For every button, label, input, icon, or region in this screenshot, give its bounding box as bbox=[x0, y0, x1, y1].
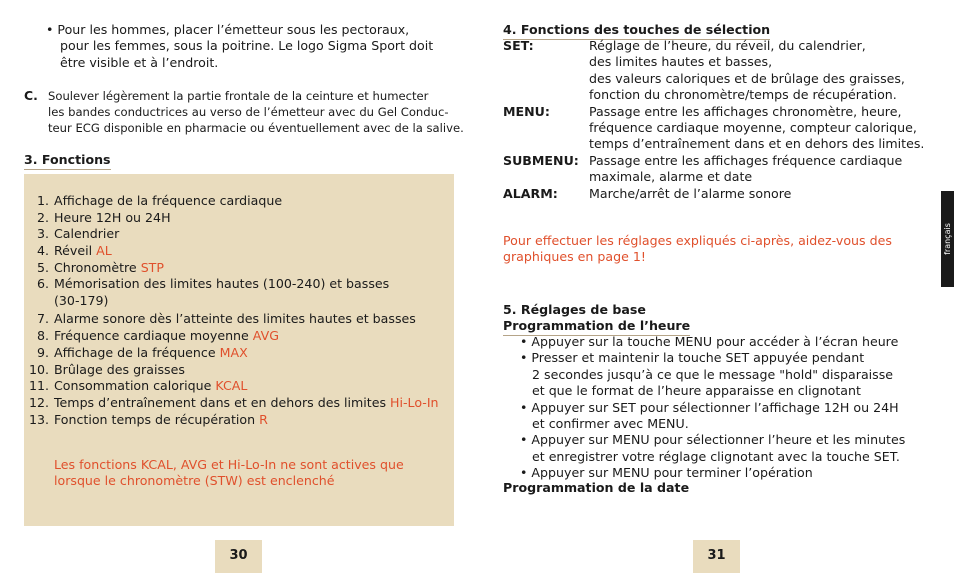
key-label: ALARM: bbox=[503, 185, 558, 201]
basic-settings-heading: 5. Réglages de base bbox=[503, 302, 646, 317]
function-item: 1. Affichage de la fréquence cardiaque bbox=[36, 193, 283, 208]
keys-table bbox=[503, 38, 933, 202]
function-code: KCAL bbox=[215, 378, 248, 394]
function-item: 5. Chronomètre STP bbox=[36, 259, 164, 275]
function-item: 11. Consommation calorique KCAL bbox=[28, 378, 248, 394]
function-item: 10. Brûlage des graisses bbox=[28, 361, 185, 377]
section-c bbox=[24, 88, 464, 137]
function-item: 6. Mémorisation des limites hautes (100-240) et basses (30-179) bbox=[36, 276, 390, 308]
function-item: 7. Alarme sonore dès l’atteinte des limites hautes et basses bbox=[36, 311, 416, 327]
key-description: Marche/arrêt de l’alarme sonore bbox=[589, 185, 792, 201]
date-programming-heading: Programmation de la date bbox=[503, 480, 690, 495]
time-steps-list bbox=[520, 334, 930, 482]
function-item: 12. Temps d’entraînement dans et en dehors des limites Hi-Lo-In bbox=[28, 394, 439, 410]
key-row-submenu bbox=[503, 153, 933, 186]
functions-heading: 3. Fonctions bbox=[24, 152, 111, 170]
function-code: Hi-Lo-In bbox=[390, 394, 439, 410]
function-item: 2. Heure 12H ou 24H bbox=[36, 209, 171, 225]
graphics-note: Pour effectuer les réglages expliqués ci-après, aidez-vous des graphiques en page 1! bbox=[503, 233, 892, 265]
time-step: • Presser et maintenir la touche SET appuyée pendant 2 secondes jusqu’à ce que le message "hold" disparaisse et que le format de l’heure apparaisse en clignotant bbox=[520, 350, 894, 399]
function-item: 13. Fonction temps de récupération R bbox=[28, 411, 268, 427]
keys-heading: 4. Fonctions des touches de sélection bbox=[503, 22, 770, 40]
function-code: STP bbox=[140, 259, 164, 275]
key-description: Passage entre les affichages fréquence cardiaque maximale, alarme et date bbox=[589, 152, 903, 185]
key-label: SET: bbox=[503, 38, 534, 53]
time-step: • Appuyer sur SET pour sélectionner l’affichage 12H ou 24H et confirmer avec MENU. bbox=[520, 399, 899, 432]
function-item: 9. Affichage de la fréquence MAX bbox=[36, 344, 248, 360]
key-label: MENU: bbox=[503, 103, 550, 119]
functions-note: Les fonctions KCAL, AVG et Hi-Lo-In ne sont actives que lorsque le chronomètre (STW) est enclenché bbox=[54, 457, 404, 489]
function-item: 8. Fréquence cardiaque moyenne AVG bbox=[36, 328, 279, 344]
page-number-right: 31 bbox=[693, 540, 740, 573]
time-step: • Appuyer sur MENU pour terminer l’opération bbox=[520, 465, 813, 481]
functions-box bbox=[24, 174, 454, 526]
functions-list bbox=[24, 193, 454, 428]
function-code: AVG bbox=[252, 328, 279, 344]
function-item: 3. Calendrier bbox=[36, 226, 120, 242]
section-c-body: Soulever légèrement la partie frontale de la ceinture et humecter les bandes conductrices au verso de l’émetteur avec du Gel Conduc- teur ECG disponible en pharmacie ou éventuellement avec de la salive. bbox=[48, 89, 464, 136]
key-row-set bbox=[503, 38, 933, 104]
language-tab bbox=[941, 191, 954, 287]
key-description: Réglage de l’heure, du réveil, du calendrier, des limites hautes et basses, des valeurs caloriques et de brûlage des graisses, fonction du chronomètre/temps de récupération. bbox=[589, 38, 905, 103]
key-row-alarm bbox=[503, 186, 933, 202]
key-description: Passage entre les affichages chronomètre, heure, fréquence cardiaque moyenne, compteur calorique, temps d’entraînement dans et en dehors des limites. bbox=[589, 103, 925, 152]
key-row-menu bbox=[503, 104, 933, 153]
bullet-text: • Pour les hommes, placer l’émetteur sous les pectoraux, pour les femmes, sous la poitrine. Le logo Sigma Sport doit être visible et à l’endroit. bbox=[46, 22, 434, 70]
emitter-placement-bullet bbox=[46, 22, 466, 71]
function-code: AL bbox=[96, 243, 112, 259]
key-label: SUBMENU: bbox=[503, 152, 579, 168]
time-programming-heading: Programmation de l’heure bbox=[503, 318, 690, 336]
page-number-left: 30 bbox=[215, 540, 262, 573]
function-code: R bbox=[259, 411, 268, 427]
function-item: 4. Réveil AL bbox=[36, 243, 112, 259]
function-code: MAX bbox=[219, 344, 248, 360]
time-step: • Appuyer sur MENU pour sélectionner l’heure et les minutes et enregistrer votre réglage clignotant avec la touche SET. bbox=[520, 432, 906, 464]
time-step: • Appuyer sur la touche MENU pour accéder à l’écran heure bbox=[520, 334, 899, 349]
section-c-marker: C. bbox=[24, 88, 38, 103]
language-tab-label: français bbox=[942, 223, 952, 255]
